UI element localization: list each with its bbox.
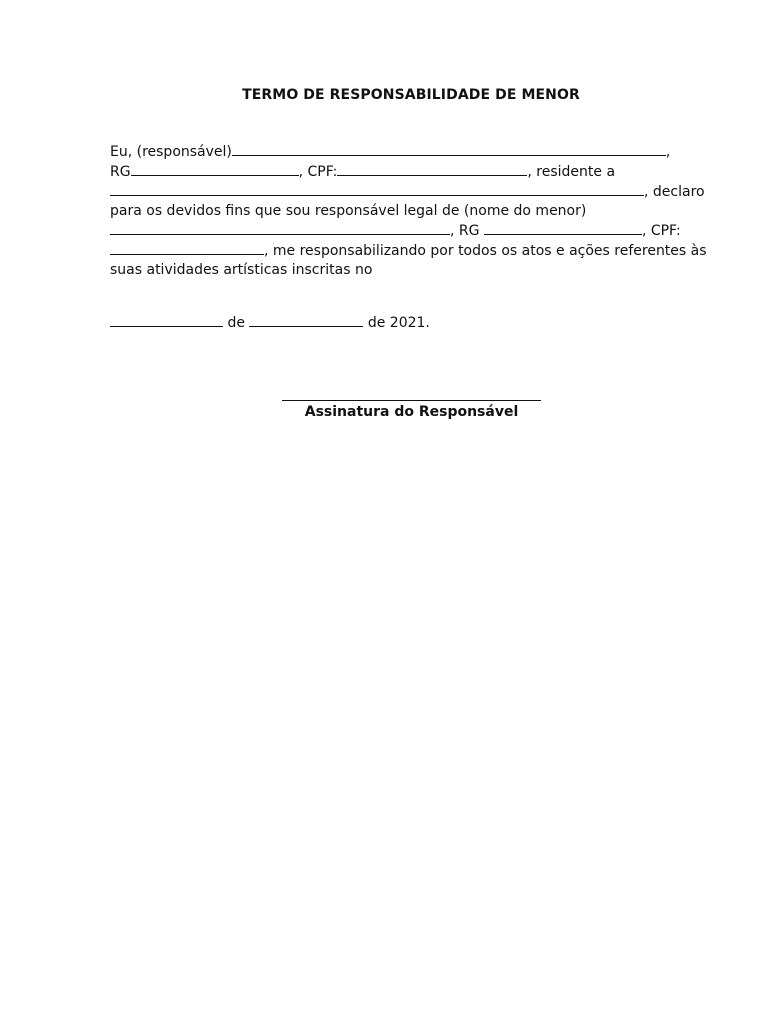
declaration-paragraph [110,142,710,280]
paragraph-line-5 [110,221,710,241]
cpf-blank[interactable] [337,162,527,176]
paragraph-line-1 [110,142,710,162]
activities-text: suas atividades artísticas inscritas no [110,262,373,278]
paragraph-line-4 [110,202,710,221]
signature-label: Assinatura do Responsável [304,404,519,420]
comma-text: , [665,144,671,160]
paragraph-line-2 [110,162,710,182]
minor-rg-blank[interactable] [484,221,642,235]
minor-cpf-label: , CPF: [641,223,681,239]
rg-blank[interactable] [131,162,299,176]
date-line [110,313,430,333]
document-title: TERMO DE RESPONSABILIDADE DE MENOR [242,87,580,103]
minor-name-blank[interactable] [110,221,450,235]
paragraph-line-6 [110,241,710,261]
year-text: de 2021. [363,315,430,331]
month-blank[interactable] [249,313,363,327]
cpf-label: , CPF: [298,164,338,180]
responsible-label: Eu, (responsável) [110,144,232,160]
declaro-text: , declaro [644,184,705,200]
minor-label: para os devidos fins que sou responsável legal de (nome do menor) [110,203,587,219]
minor-rg-label: , RG [450,223,484,239]
paragraph-line-7 [110,261,710,280]
paragraph-line-3 [110,182,710,202]
rg-label: RG [110,164,131,180]
signature-line[interactable] [282,400,541,401]
responsibility-text: , me responsabilizando por todos os atos e ações referentes às [264,243,707,259]
responsible-name-blank[interactable] [232,142,666,156]
day-blank[interactable] [110,313,223,327]
minor-cpf-blank[interactable] [110,241,264,255]
address-blank[interactable] [110,182,644,196]
de-text-1: de [223,315,250,331]
residence-label: , residente a [527,164,616,180]
